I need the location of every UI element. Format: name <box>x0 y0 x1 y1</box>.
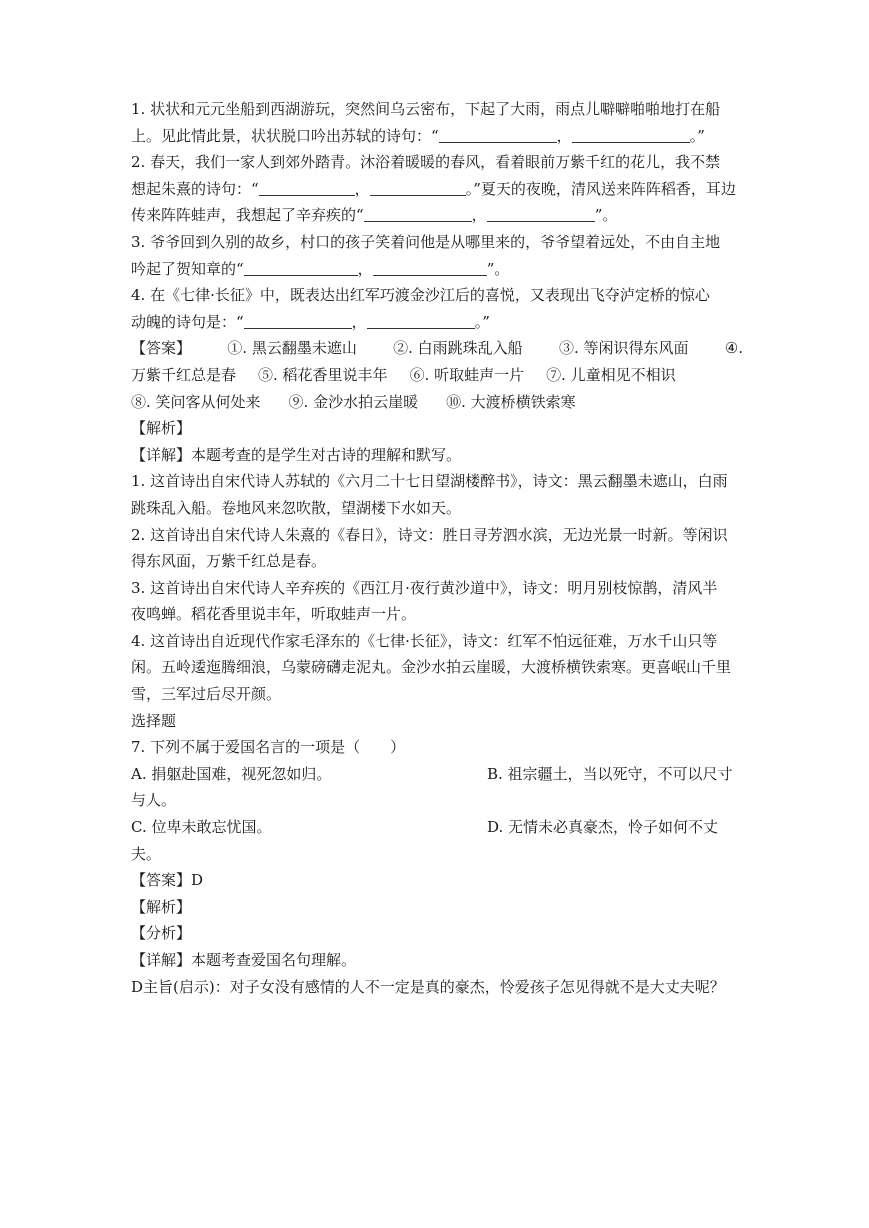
answer-blank[interactable] <box>259 179 355 196</box>
analysis-label: 【解析】 <box>131 897 192 916</box>
analysis-paragraph: 得东风面，万紫千红总是春。 <box>131 552 327 571</box>
detail-line: 【详解】本题考查爱国名句理解。 <box>131 951 357 969</box>
question-3-line-1: 3. 爷爷回到久别的故乡，村口的孩子笑着问他是从哪里来的，爷爷望着远处，不由自主地 <box>131 232 721 251</box>
question-1-line-1: 1. 状状和元元坐船到西湖游玩，突然间乌云密布，下起了大雨，雨点儿噼噼啪啪地打在船 <box>131 100 721 118</box>
question-3-line-2: 吟起了贺知章的“ ， ”。 <box>131 259 510 278</box>
option-c[interactable]: C. 位卑未敢忘忧国。 <box>131 818 272 837</box>
answer-blank[interactable] <box>439 126 557 143</box>
answer-blank[interactable] <box>572 126 690 143</box>
answer-blank[interactable] <box>244 259 358 276</box>
question-1-line-2: 上。见此情此景，状状脱口吟出苏轼的诗句：“ ， 。” <box>131 126 705 145</box>
analysis-paragraph: 雪，三军过后尽开颜。 <box>131 685 282 704</box>
question-7-options-cd <box>131 814 743 841</box>
answer-blank[interactable] <box>364 205 472 222</box>
analysis-label: 【解析】 <box>131 419 192 438</box>
question-4-line-2: 动魄的诗句是：“ ， 。” <box>131 312 490 331</box>
answer-1-line-3: ⑧. 笑问客从何处来 ⑨. 金沙水拍云崖暖 ⑩. 大渡桥横铁索寒 <box>131 392 576 411</box>
analysis-paragraph: 跳珠乱入船。卷地风来忽吹散，望湖楼下水如天。 <box>131 498 462 517</box>
analysis-paragraph: 2. 这首诗出自宋代诗人朱熹的《春日》，诗文：胜日寻芳泗水滨，无边光景一时新。等闲识 <box>131 525 728 544</box>
answer-blank[interactable] <box>367 312 475 329</box>
option-d-continued: 夫。 <box>131 844 162 863</box>
option-d[interactable]: D. 无情未必真豪杰，怜子如何不丈 <box>487 818 719 837</box>
analysis-paragraph: 夜鸣蝉。稻花香里说丰年，听取蛙声一片。 <box>131 605 417 624</box>
answer-7: 【答案】D <box>131 871 204 890</box>
answer-blank[interactable] <box>373 259 487 276</box>
option-a[interactable]: A. 捐躯赴国难，视死忽如归。 <box>131 764 332 783</box>
question-2-line-3: 传来阵阵蛙声，我想起了辛弃疾的“ ， ”。 <box>131 206 618 225</box>
option-b-continued: 与人。 <box>131 791 177 810</box>
section-title: 选择题 <box>131 711 177 730</box>
analysis-paragraph: 4. 这首诗出自近现代作家毛泽东的《七律·长征》，诗文：红军不怕远征难，万水千山只等 <box>131 631 718 650</box>
explain-line: D主旨(启示)：对子女没有感情的人不一定是真的豪杰，怜爱孩子怎见得就不是大丈夫呢？ <box>131 977 725 996</box>
answer-1-line-1: 【答案】 ①. 黑云翻墨未遮山 ②. 白雨跳珠乱入船 ③. 等闲识得东风面 ④. <box>131 339 743 358</box>
answer-blank[interactable] <box>487 205 595 222</box>
answer-blank[interactable] <box>370 179 466 196</box>
option-b[interactable]: B. 祖宗疆土，当以死守，不可以尺寸 <box>487 764 733 783</box>
question-2-line-1: 2. 春天，我们一家人到郊外踏青。沐浴着暖暖的春风，看着眼前万紫千红的花儿，我不禁 <box>131 153 721 172</box>
question-7-options-ab <box>131 761 743 788</box>
question-7-stem: 7. 下列不属于爱国名言的一项是（ ） <box>131 738 406 757</box>
document-body <box>131 96 743 1000</box>
question-4-line-1: 4. 在《七律·长征》中，既表达出红军巧渡金沙江后的喜悦，又表现出飞夺泸定桥的惊心 <box>131 286 710 305</box>
answer-blank[interactable] <box>244 312 352 329</box>
fenxi-label: 【分析】 <box>131 924 192 943</box>
answer-1-line-2: 万紫千红总是春 ⑤. 稻花香里说丰年 ⑥. 听取蛙声一片 ⑦. 儿童相见不相识 <box>131 365 676 384</box>
analysis-paragraph: 闲。五岭逶迤腾细浪，乌蒙磅礴走泥丸。金沙水拍云崖暖，大渡桥横铁索寒。更喜岷山千里 <box>131 658 732 677</box>
analysis-paragraph: 1. 这首诗出自宋代诗人苏轼的《六月二十七日望湖楼醉书》，诗文：黑云翻墨未遮山，白雨 <box>131 472 728 491</box>
analysis-paragraph: 3. 这首诗出自宋代诗人辛弃疾的《西江月·夜行黄沙道中》，诗文：明月别枝惊鹊，清风半 <box>131 578 718 597</box>
question-2-line-2: 想起朱熹的诗句：“ ， 。”夏天的夜晚，清风送来阵阵稻香，耳边 <box>131 179 736 198</box>
analysis-detail: 【详解】本题考查的是学生对古诗的理解和默写。 <box>131 445 462 464</box>
